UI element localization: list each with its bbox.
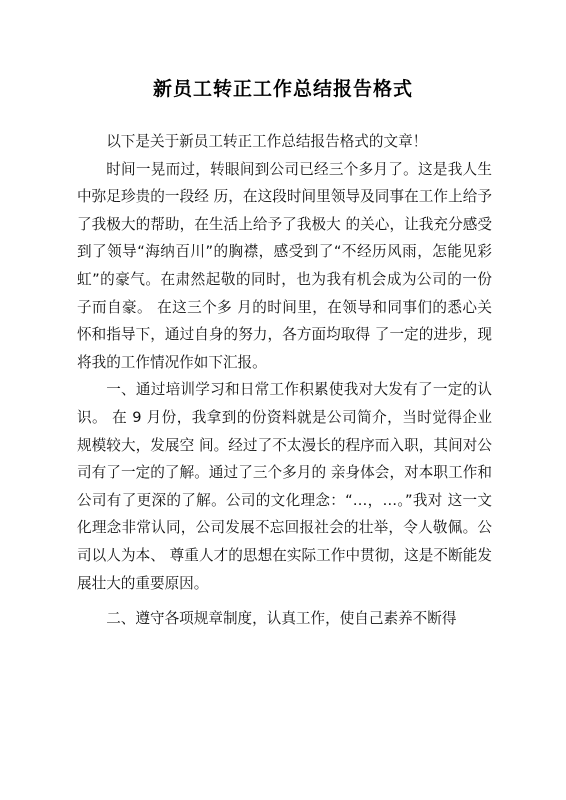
paragraph-3: 二、遵守各项规章制度，认真工作，使自己素养不断得 (106, 610, 457, 628)
document-title: 新员工转正工作总结报告格式 (152, 78, 413, 100)
document-body (77, 128, 492, 633)
paragraph-1: 时间一晃而过，转眼间到公司已经三个多月了。这是我人生中弥足珍贵的一段经 历，在这段时间里领导及同事在工作上给予了我极大的帮助，在生活上给予了我极大 的关心，让我充分感受到了领导“海纳百川”的胸襟，感受到了“不经历风雨，怎能见彩 虹”的豪气。在肃然起敬的同时，也为我有机会成为公司的一份子而自豪。 在这三个多 月的时间里，在领导和同事们的悉心关怀和指导下，通过自身的努力，各方面均取得 了一定的进步，现将我的工作情况作如下汇报。 (77, 160, 492, 371)
paragraph-intro: 以下是关于新员工转正工作总结报告格式的文章！ (106, 133, 428, 150)
paragraph-2: 一、通过培训学习和日常工作积累使我对大发有了一定的认识。 在 9 月份，我拿到的份资料就是公司简介，当时觉得企业规模较大，发展空 间。经过了不太漫长的程序而入职，其间对公司有了一定的了解。通过了三个多月的 亲身体会，对本职工作和公司有了更深的了解。公司的文化理念：“…，…。”我对 这一文化理念非常认同，公司发展不忘回报社会的壮举，令人敬佩。公司以人为本、 尊重人才的思想在实际工作中贯彻，这是不断能发展壮大的重要原因。 (77, 381, 492, 592)
